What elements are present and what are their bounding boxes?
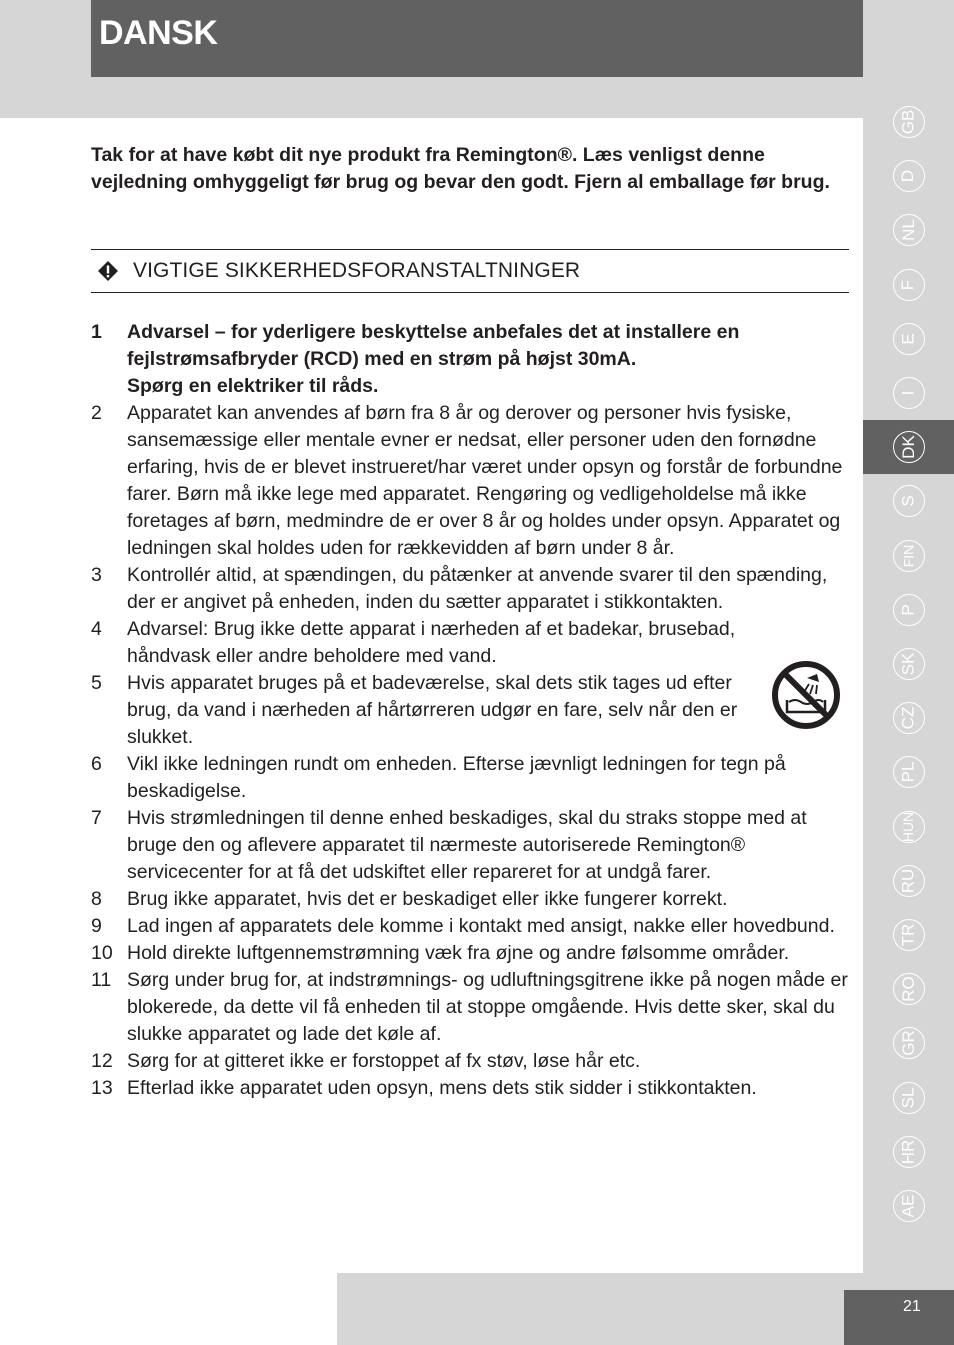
item-number: 13 [91, 1077, 113, 1099]
item-number: 7 [91, 807, 102, 829]
language-tab-label: SK [898, 652, 918, 676]
language-tab-pill [893, 973, 925, 1005]
list-item [91, 616, 851, 670]
item-number: 3 [91, 564, 102, 586]
language-tab-label: P [898, 604, 918, 616]
language-tab-label: S [898, 495, 918, 508]
language-tab-ae[interactable] [863, 1179, 954, 1233]
item-text: Brug ikke apparatet, hvis det er beskadiget eller ikke fungerer korrekt. [127, 888, 728, 910]
no-water-use-icon [771, 660, 841, 730]
language-tab-pill [893, 1082, 925, 1114]
item-text: Hvis strømledningen til denne enhed beskadiges, skal du straks stoppe med at bruge den og aflevere apparatet til nærmeste autoriserede Remington® servicecenter for at få det udskiftet eller repareret for at undgå farer. [127, 807, 807, 883]
language-tab-pill [893, 1027, 925, 1059]
safety-list [91, 319, 851, 1102]
language-tab-pill [893, 214, 925, 246]
language-tab-pill [893, 1190, 925, 1222]
language-tab-label: TR [898, 923, 918, 947]
page-number-box [844, 1290, 954, 1345]
item-text: Efterlad ikke apparatet uden opsyn, mens dets stik sidder i stikkontakten. [127, 1077, 757, 1099]
list-item [91, 913, 851, 940]
language-tab-label: RU [898, 868, 918, 894]
list-item [91, 967, 851, 1048]
language-tab-label: PL [898, 761, 918, 783]
language-tab-label: D [898, 170, 918, 183]
item-text: Sørg for at gitteret ikke er forstoppet af fx støv, løse hår etc. [127, 1050, 641, 1072]
title-bar [91, 0, 863, 77]
item-text: Hvis apparatet bruges på et badeværelse, skal dets stik tages ud efter brug, da vand i nærheden af hårtørreren udgør en fare, selv når den er slukket. [127, 672, 738, 748]
language-tab-label: GR [898, 1030, 918, 1057]
list-item [91, 319, 851, 400]
list-item [91, 886, 851, 913]
language-tab-pill [893, 485, 925, 517]
section-title: VIGTIGE SIKKERHEDSFORANSTALTNINGER [133, 259, 581, 282]
language-tab-label: FIN [900, 544, 917, 567]
language-tab-pill [893, 648, 925, 680]
language-tab-pill [893, 377, 925, 409]
item-number: 4 [91, 618, 102, 640]
language-tab-label: E [898, 333, 918, 345]
language-tab-sl[interactable] [863, 1071, 954, 1125]
list-item [91, 940, 851, 967]
language-tab-f[interactable] [863, 258, 954, 312]
language-tab-fin[interactable] [863, 529, 954, 583]
language-tab-label: DK [898, 435, 918, 459]
language-tab-pl[interactable] [863, 745, 954, 799]
language-tab-gr[interactable] [863, 1016, 954, 1070]
item-text-wrap [127, 319, 851, 400]
language-tab-e[interactable] [863, 312, 954, 366]
language-tab-pill [893, 811, 925, 843]
language-tab-pill [893, 540, 925, 572]
item-text: Kontrollér altid, at spændingen, du påtænker at anvende svarer til den spænding, der er angivet på enheden, inden du sætter apparatet i stikkontakten. [127, 564, 828, 613]
language-tab-label: I [898, 390, 918, 396]
item-number: 10 [91, 942, 113, 964]
language-tab-pill [893, 756, 925, 788]
list-item [91, 751, 851, 805]
item-number: 6 [91, 753, 102, 775]
language-tab-pill [893, 160, 925, 192]
language-tab-pill [893, 323, 925, 355]
language-tab-pill [893, 865, 925, 897]
language-tab-pill [893, 594, 925, 626]
language-tab-i[interactable] [863, 366, 954, 420]
language-tab-label: F [898, 279, 918, 290]
language-tab-label: HUN [900, 811, 917, 842]
language-tab-gb[interactable] [863, 95, 954, 149]
intro-text: Tak for at have købt dit nye produkt fra Remington®. Læs venligst denne vejledning omhyggeligt før brug og bevar den godt. Fjern al emballage før brug. [91, 144, 830, 193]
language-tab-cz[interactable] [863, 691, 954, 745]
language-tab-p[interactable] [863, 583, 954, 637]
item-text-2: Spørg en elektriker til råds. [127, 375, 379, 397]
item-number: 9 [91, 915, 102, 937]
language-tabs [863, 95, 954, 1235]
list-item [91, 400, 851, 562]
language-tab-label: RO [898, 976, 918, 1002]
list-item [91, 1075, 851, 1102]
language-tab-pill [893, 702, 925, 734]
language-tab-tr[interactable] [863, 908, 954, 962]
language-tab-pill [893, 1136, 925, 1168]
warning-icon [97, 260, 119, 282]
list-item [91, 805, 851, 886]
list-item [91, 562, 851, 616]
item-text: Lad ingen af apparatets dele komme i kontakt med ansigt, nakke eller hovedbund. [127, 915, 835, 937]
item-number: 12 [91, 1050, 113, 1072]
language-tab-nl[interactable] [863, 203, 954, 257]
language-tab-pill [893, 431, 925, 463]
page-number: 21 [903, 1298, 921, 1315]
item-number: 5 [91, 672, 102, 694]
language-tab-ru[interactable] [863, 854, 954, 908]
language-tab-dk[interactable] [863, 420, 954, 474]
language-tab-ro[interactable] [863, 962, 954, 1016]
language-tab-d[interactable] [863, 149, 954, 203]
page-background-bottom [0, 1273, 337, 1345]
page-title: DANSK [99, 14, 218, 52]
language-tab-label: AE [898, 1194, 918, 1218]
language-tab-label: HR [898, 1139, 918, 1165]
section-heading [91, 249, 849, 293]
item-number: 1 [91, 321, 102, 343]
language-tab-pill [893, 106, 925, 138]
list-item [91, 1048, 851, 1075]
item-text: Vikl ikke ledningen rundt om enheden. Efterse jævnligt ledningen for tegn på beskadigelse. [127, 753, 786, 802]
item-text: Advarsel – for yderligere beskyttelse anbefales det at installere en fejlstrømsafbryder (RCD) med en strøm på højst 30mA. [127, 321, 740, 370]
item-text: Apparatet kan anvendes af børn fra 8 år og derover og personer hvis fysiske, sansemæssige eller mentale evner er nedsat, eller personer uden den fornødne erfaring, hvis de er blevet instrueret/har været under opsyn og forstår de forbundne farer. Børn må ikke lege med apparatet. Rengøring og vedligeholdelse må ikke foretages af børn, medmindre de er over 8 år og holdes under opsyn. Apparatet og ledningen skal holdes uden for rækkevidden af børn under 8 år. [127, 402, 843, 559]
language-tab-label: CZ [898, 706, 918, 730]
language-tab-label: GB [898, 109, 918, 135]
language-tab-hun[interactable] [863, 800, 954, 854]
language-tab-s[interactable] [863, 474, 954, 528]
item-text: Sørg under brug for, at indstrømnings- og udluftningsgitrene ikke på nogen måde er blokerede, da dette vil få enheden til at stoppe omgående. Hvis dette sker, skal du slukke apparatet og lade det køle af. [127, 969, 848, 1045]
language-tab-hr[interactable] [863, 1125, 954, 1179]
language-tab-label: SL [898, 1087, 918, 1108]
language-tab-label: NL [898, 219, 918, 242]
item-text: Advarsel: Brug ikke dette apparat i nærheden af et badekar, brusebad, håndvask eller andre beholdere med vand. [127, 618, 736, 667]
item-text: Hold direkte luftgennemstrømning væk fra øjne og andre følsomme områder. [127, 942, 790, 964]
list-item [91, 670, 851, 751]
language-tab-pill [893, 919, 925, 951]
language-tab-pill [893, 269, 925, 301]
item-number: 8 [91, 888, 102, 910]
item-number: 2 [91, 402, 102, 424]
language-tab-sk[interactable] [863, 637, 954, 691]
item-number: 11 [91, 969, 112, 991]
